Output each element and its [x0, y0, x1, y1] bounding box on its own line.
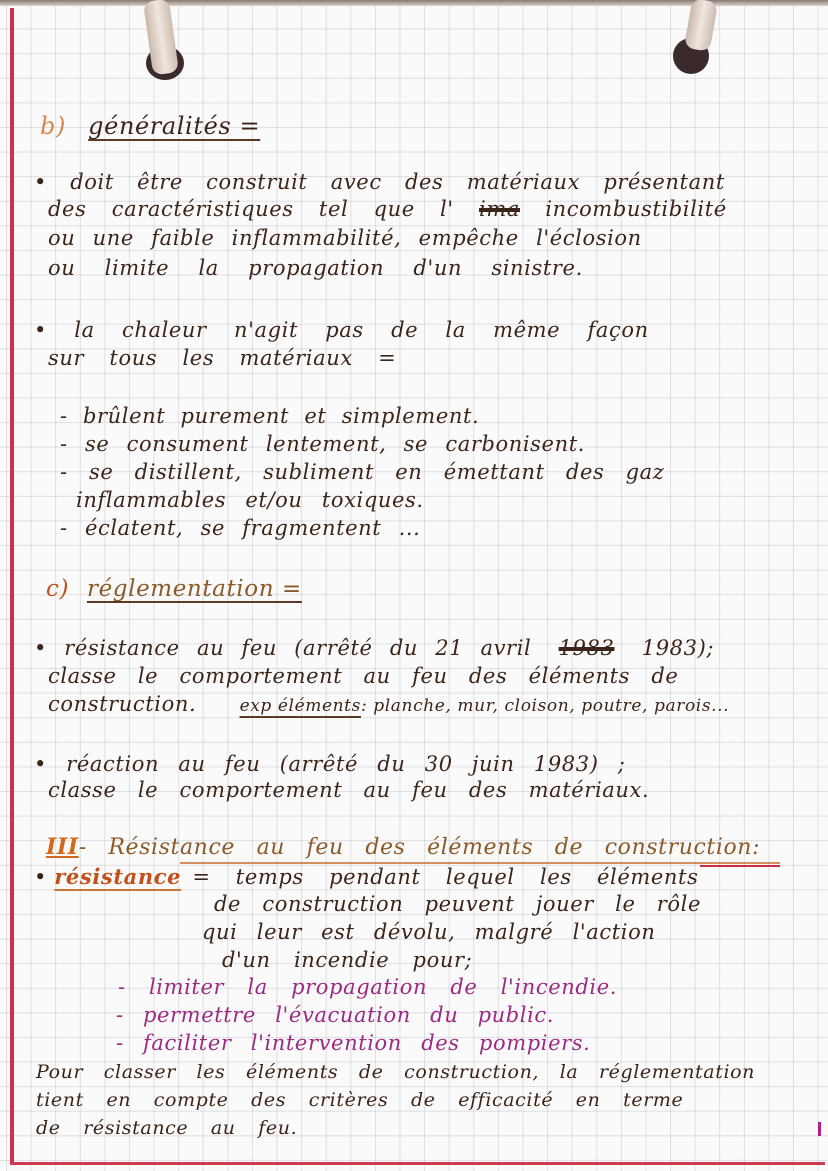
list-item: - se distillent, subliment en émettant des gaz	[60, 460, 665, 484]
definition-line	[34, 864, 698, 889]
text-line: ou une faible inflammabilité, empêche l'éclosion	[48, 226, 642, 250]
text-line	[34, 636, 714, 660]
text-fragment: incombustibilité	[545, 197, 727, 221]
section-b-heading	[40, 112, 260, 140]
text-line: tient en compte des critères de efficacité en terme	[36, 1089, 684, 1111]
definition-term: résistance	[54, 864, 182, 889]
text-fragment: = temps pendant lequel les éléments	[192, 865, 699, 889]
text-fragment: • résistance au feu (arrêté du 21 avril	[34, 636, 532, 660]
list-item: - permettre l'évacuation du public.	[116, 1003, 555, 1027]
text-line: classe le comportement au feu des matériaux.	[48, 778, 650, 802]
section-c-letter: c)	[46, 576, 70, 602]
text-line: classe le comportement au feu des éléments de	[48, 664, 679, 688]
text-line: • doit être construit avec des matériaux présentant	[34, 170, 725, 194]
text-fragment: : planche, mur, cloison, poutre, parois...	[360, 696, 730, 716]
list-item: - se consument lentement, se carbonisent.	[60, 432, 586, 456]
text-line: de résistance au feu.	[36, 1117, 298, 1139]
section-iii-numeral: III	[46, 834, 79, 860]
section-b-title: généralités =	[88, 112, 261, 140]
struck-text: ima	[479, 197, 520, 221]
bullet-dot: •	[34, 865, 55, 889]
text-line: sur tous les matériaux =	[48, 346, 397, 370]
text-line: de construction peuvent jouer le rôle	[214, 892, 702, 916]
text-line: d'un incendie pour;	[222, 948, 473, 972]
section-b-letter: b)	[40, 112, 66, 140]
text-line	[48, 692, 729, 716]
list-item: - limiter la propagation de l'incendie.	[118, 975, 618, 999]
section-c-heading	[46, 576, 302, 602]
section-iii-underline-red	[700, 865, 780, 867]
list-item: - brûlent purement et simplement.	[60, 404, 480, 428]
struck-text: 1983	[558, 636, 615, 660]
text-line: • réaction au feu (arrêté du 30 juin 1983) ;	[34, 752, 626, 776]
list-item: inflammables et/ou toxiques.	[76, 488, 424, 512]
text-fragment: construction.	[48, 692, 197, 716]
red-bottom-line	[10, 1162, 825, 1165]
list-item: - faciliter l'intervention des pompiers.	[116, 1031, 591, 1055]
text-fragment: des caractéristiques tel que l'	[48, 197, 454, 221]
text-line	[48, 197, 727, 221]
text-fragment: 1983);	[641, 636, 715, 660]
section-c-title: réglementation =	[86, 576, 302, 602]
text-line: qui leur est dévolu, malgré l'action	[202, 920, 656, 944]
purple-margin-mark	[818, 1122, 821, 1136]
examples-label: exp éléments	[239, 696, 361, 716]
section-iii-title: - Résistance au feu des éléments de construction:	[78, 835, 761, 860]
list-item: - éclatent, se fragmentent ...	[60, 516, 421, 540]
text-line: • la chaleur n'agit pas de la même façon	[34, 318, 649, 342]
section-iii-heading	[46, 834, 760, 860]
text-line: Pour classer les éléments de construction, la réglementation	[36, 1061, 756, 1083]
red-margin-line	[10, 8, 14, 1163]
text-line: ou limite la propagation d'un sinistre.	[48, 256, 583, 280]
